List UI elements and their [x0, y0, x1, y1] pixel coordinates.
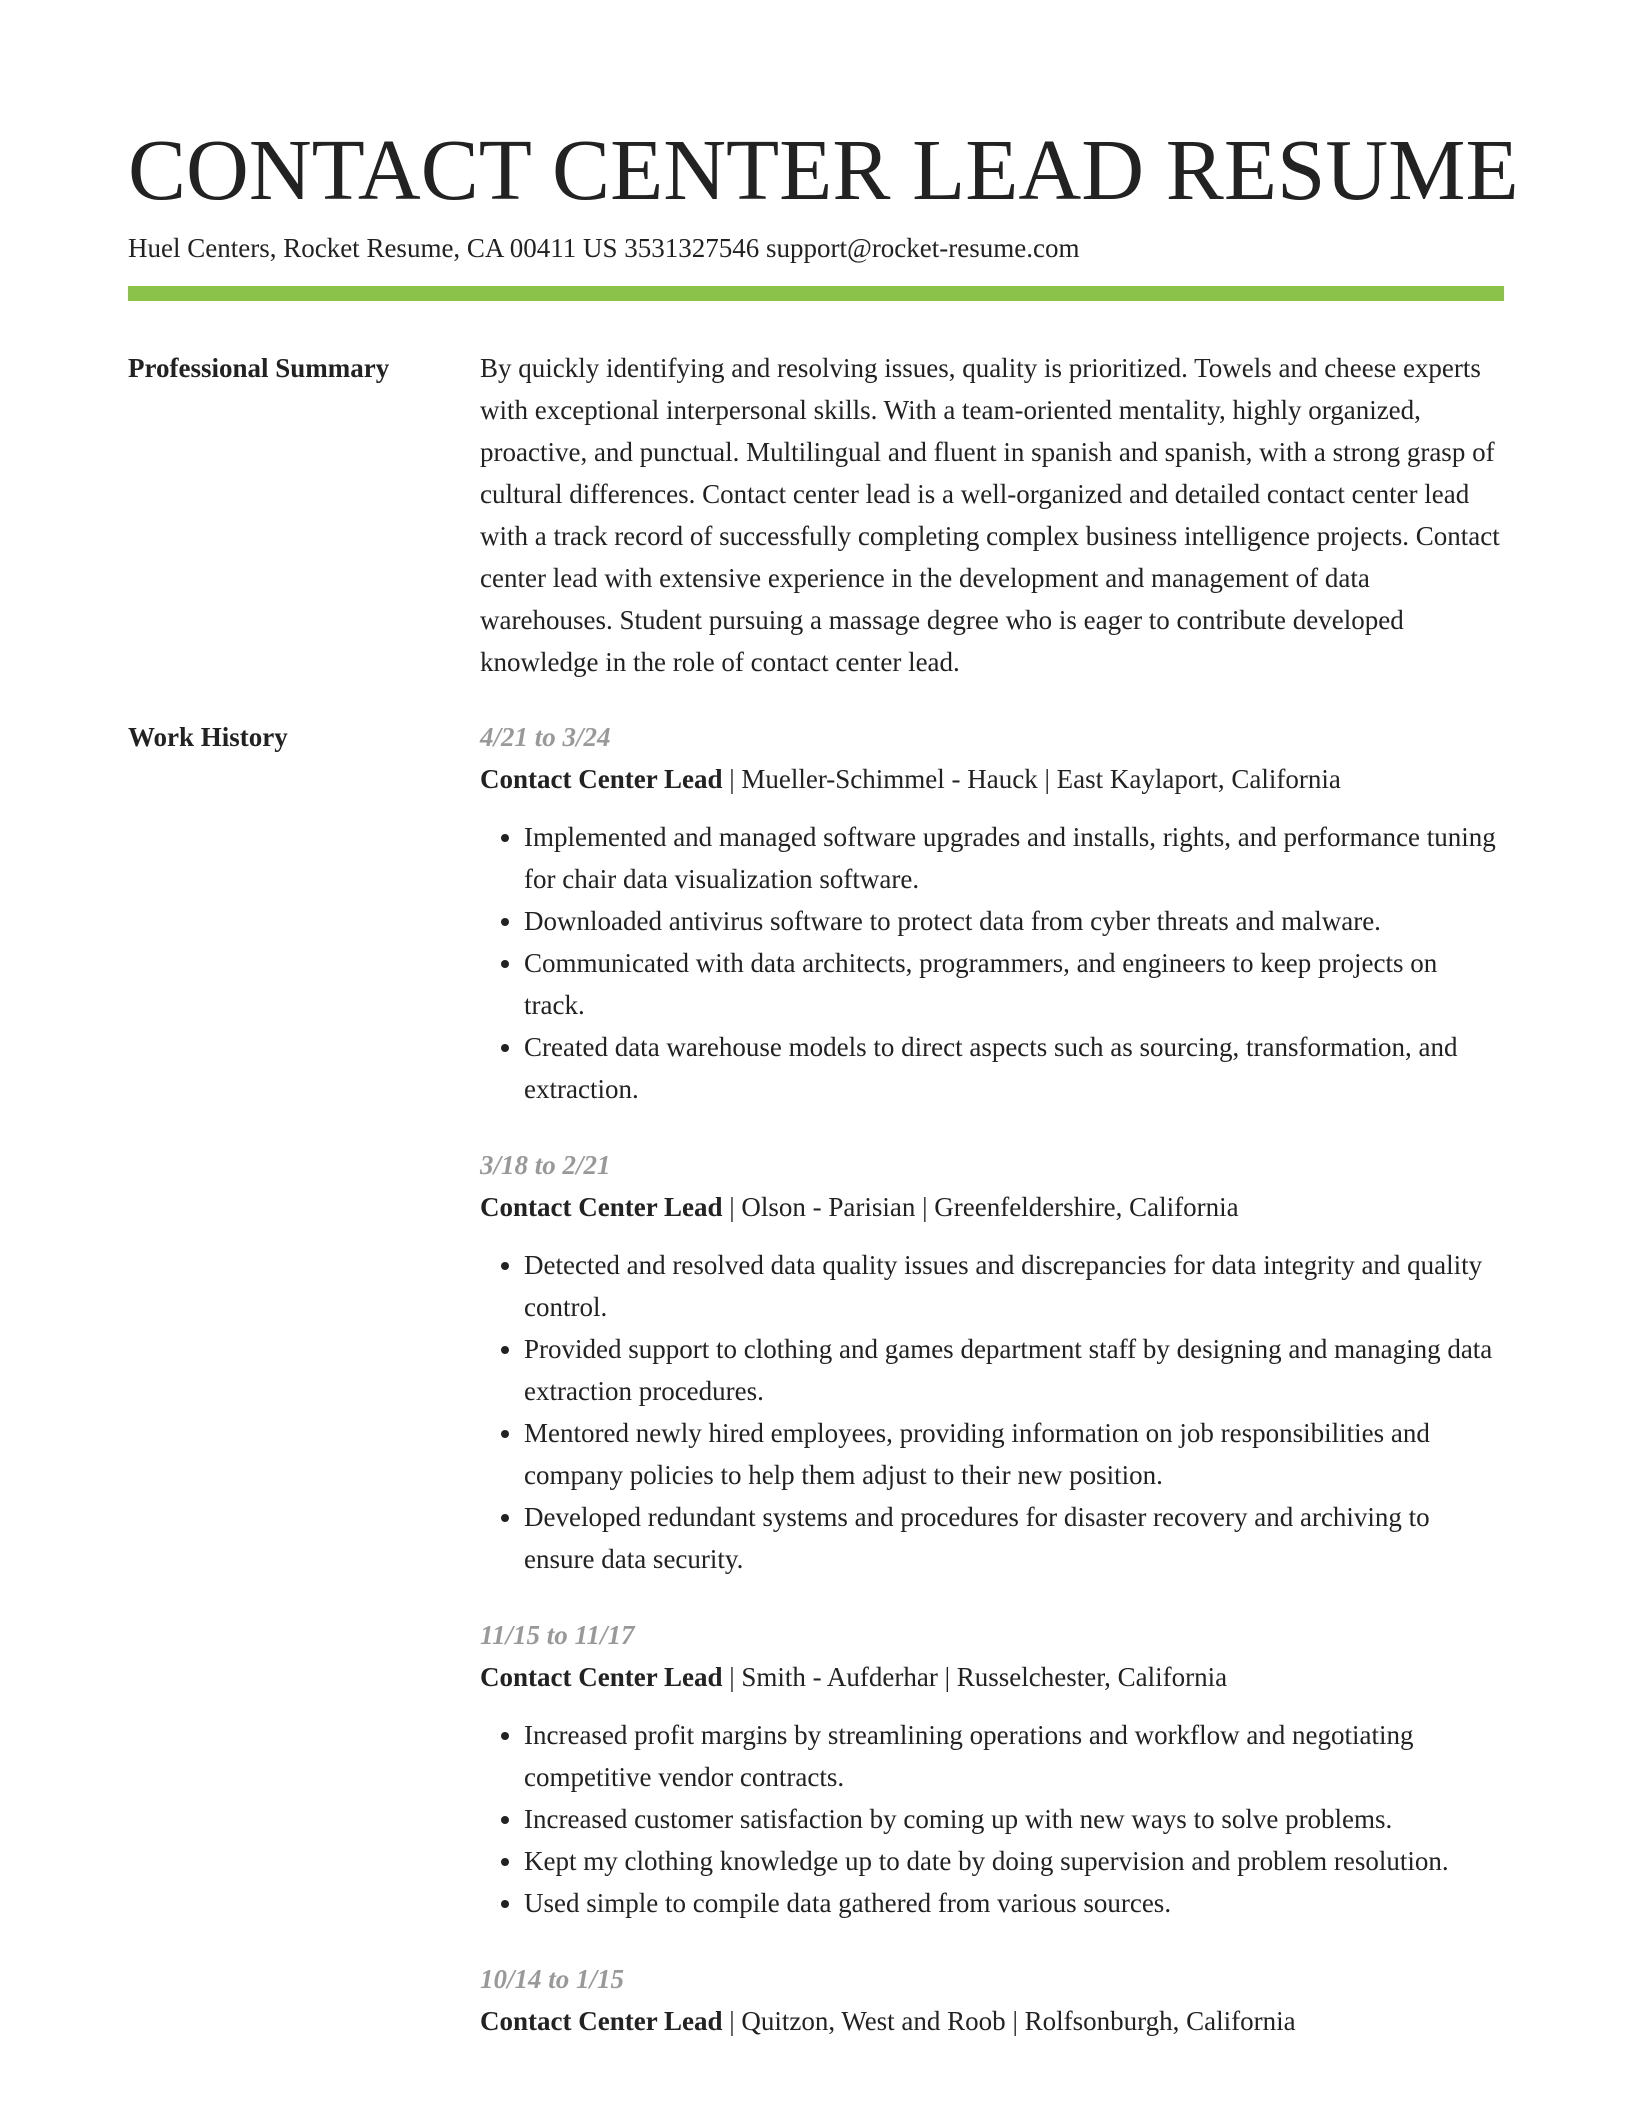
job-bullet: • Provided support to clothing and games department staff by designing and managing data extraction procedures.	[524, 1328, 1504, 1412]
resume-title: CONTACT CENTER LEAD RESUME	[128, 121, 1519, 218]
work-history-section-label: Work History	[128, 722, 288, 752]
job-separator: |	[722, 1662, 742, 1692]
job-location: East Kaylaport, California	[1056, 764, 1341, 794]
job-title: Contact Center Lead	[480, 2006, 723, 2036]
job-separator: |	[915, 1192, 935, 1222]
summary-section-label: Professional Summary	[128, 353, 390, 383]
job-heading	[480, 1186, 1504, 1228]
job-heading	[480, 2000, 1504, 2042]
job-location: Russelchester, California	[956, 1662, 1228, 1692]
job-bullet: • Increased profit margins by streamlining operations and workflow and negotiating competitive vendor contracts.	[524, 1714, 1504, 1798]
job-bullet: • Detected and resolved data quality issues and discrepancies for data integrity and quality control.	[524, 1244, 1504, 1328]
job-bullet: • Implemented and managed software upgrades and installs, rights, and performance tuning for chair data visualization software.	[524, 816, 1504, 900]
job-heading	[480, 1656, 1504, 1698]
job-company: Quitzon, West and Roob	[741, 2006, 1006, 2036]
job-separator: |	[722, 1192, 742, 1222]
job-separator: |	[937, 1662, 957, 1692]
job-bullet: • Developed redundant systems and procedures for disaster recovery and archiving to ensure data security.	[524, 1496, 1504, 1580]
summary-content	[480, 347, 1504, 683]
job-entry	[480, 1614, 1504, 1924]
job-heading	[480, 758, 1504, 800]
job-company: Mueller-Schimmel - Hauck	[741, 764, 1038, 794]
job-separator: |	[722, 2006, 742, 2036]
job-dates: 3/18 to 2/21	[480, 1150, 611, 1180]
job-title: Contact Center Lead	[480, 1192, 723, 1222]
accent-divider	[128, 286, 1504, 301]
job-bullet-list	[480, 1714, 1504, 1924]
job-dates: 4/21 to 3/24	[480, 722, 611, 752]
job-company: Olson - Parisian	[741, 1192, 916, 1222]
job-entry	[480, 716, 1504, 1110]
contact-line: Huel Centers, Rocket Resume, CA 00411 US 3531327546 support@rocket-resume.com	[128, 233, 1080, 263]
job-company: Smith - Aufderhar	[741, 1662, 938, 1692]
job-bullet: • Downloaded antivirus software to protect data from cyber threats and malware.	[524, 900, 1504, 942]
summary-text: By quickly identifying and resolving issues, quality is prioritized. Towels and cheese experts with exceptional interpersonal skills. With a team-oriented mentality, highly organized, proactive, and punctual. Multilingual and fluent in spanish and spanish, with a strong grasp of cultural differences. Contact center lead is a well-organized and detailed contact center lead with a track record of successfully completing complex business intelligence projects. Contact center lead with extensive experience in the development and management of data warehouses. Student pursuing a massage degree who is eager to contribute developed knowledge in the role of contact center lead.	[480, 353, 1500, 677]
job-title: Contact Center Lead	[480, 764, 723, 794]
job-bullet: • Mentored newly hired employees, providing information on job responsibilities and company policies to help them adjust to their new position.	[524, 1412, 1504, 1496]
job-bullet-list	[480, 1244, 1504, 1580]
job-bullet: • Used simple to compile data gathered from various sources.	[524, 1882, 1504, 1924]
job-location: Greenfeldershire, California	[934, 1192, 1239, 1222]
job-bullet: • Increased customer satisfaction by coming up with new ways to solve problems.	[524, 1798, 1504, 1840]
job-entry	[480, 1144, 1504, 1580]
job-dates: 11/15 to 11/17	[480, 1620, 635, 1650]
job-location: Rolfsonburgh, California	[1024, 2006, 1296, 2036]
job-bullet-list	[480, 816, 1504, 1110]
job-separator: |	[1037, 764, 1057, 794]
job-bullet: • Kept my clothing knowledge up to date by doing supervision and problem resolution.	[524, 1840, 1504, 1882]
job-bullet: • Communicated with data architects, programmers, and engineers to keep projects on track.	[524, 942, 1504, 1026]
work-history-content	[480, 716, 1504, 2076]
job-entry	[480, 1958, 1504, 2042]
job-bullet: • Created data warehouse models to direct aspects such as sourcing, transformation, and extraction.	[524, 1026, 1504, 1110]
job-title: Contact Center Lead	[480, 1662, 723, 1692]
job-separator: |	[1005, 2006, 1025, 2036]
job-separator: |	[722, 764, 742, 794]
job-dates: 10/14 to 1/15	[480, 1964, 625, 1994]
